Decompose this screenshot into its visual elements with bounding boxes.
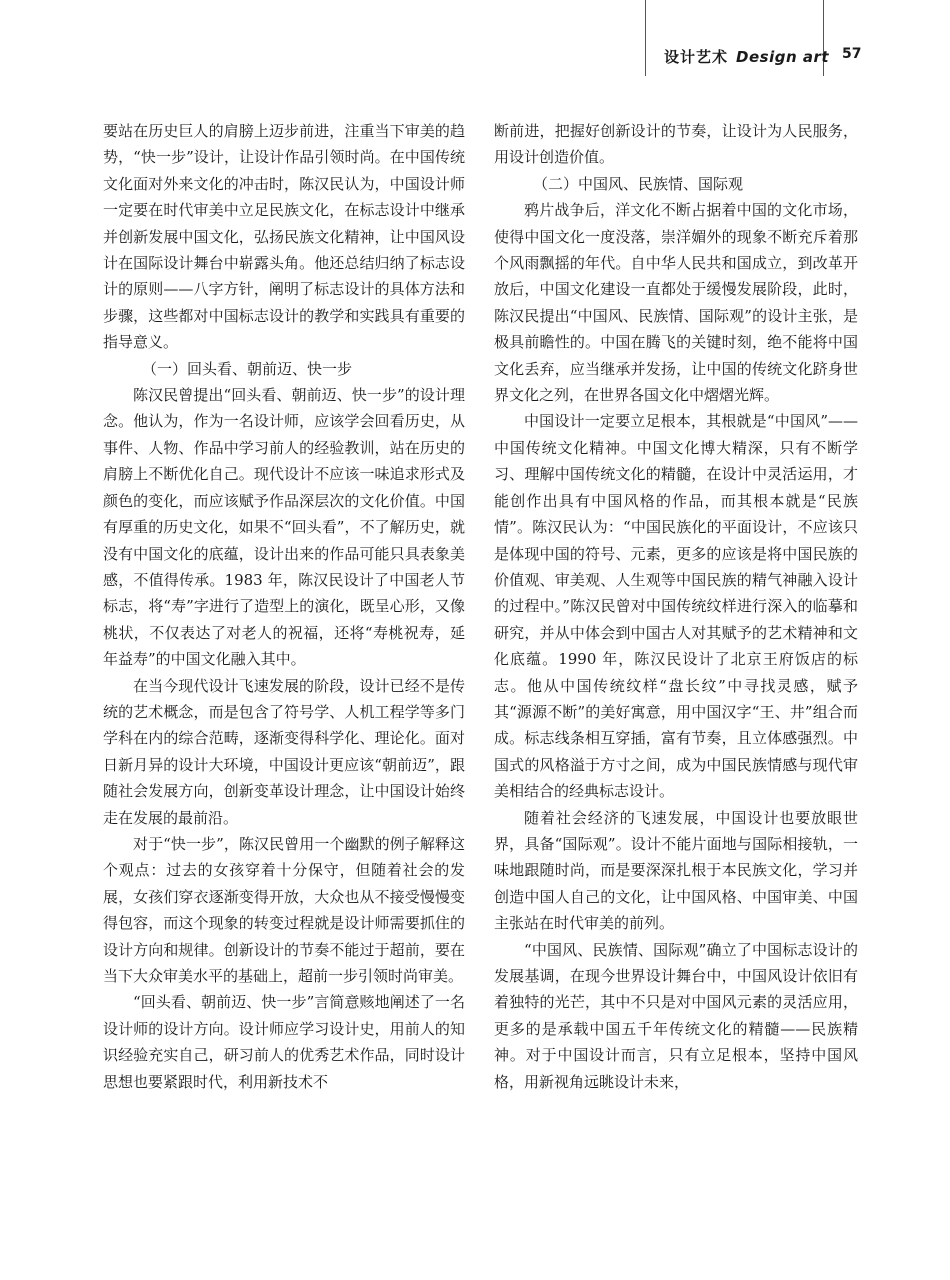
paragraph: 断前进，把握好创新设计的节奏，让设计为人民服务，用设计创造价值。: [494, 122, 858, 167]
paragraph: “回头看、朝前迈、快一步”言简意赅地阐述了一名设计师的设计方向。设计师应学习设计史，用前人的知识经验充实自己，研习前人的优秀艺术作品，同时设计思想也要紧跟时代，利用新技术不: [103, 993, 465, 1091]
paragraph: 随着社会经济的飞速发展，中国设计也要放眼世界，具备“国际观”。设计不能片面地与国际相接轨，一味地跟随时尚，而是要深深扎根于本民族文化，学习并创造中国人自己的文化，让中国风格、中国审美、中国主张站在时代审美的前列。: [494, 808, 858, 933]
page-number: 57: [842, 46, 862, 62]
paragraph: 陈汉民曾提出“回头看、朝前迈、快一步”的设计理念。他认为，作为一名设计师，应该学会回看历史，从事件、人物、作品中学习前人的经验教训，站在历史的肩膀上不断优化自己。现代设计不应该一味追求形式及颜色的变化，而应该赋予作品深层次的文化价值。中国有厚重的历史文化，如果不“回头看”，不了解历史，就没有中国文化的底蕴，设计出来的作品可能只具表象美感，不值得传承。1983 年，陈汉民设计了中国老人节标志，将“寿”字进行了造型上的演化，既呈心形，又像桃状，不仅表达了对老人的祝福，还将“寿桃祝寿，延年益寿”的中国文化融入其中。: [103, 386, 465, 669]
right-column: [494, 118, 858, 1095]
paragraph: 对于“快一步”，陈汉民曾用一个幽默的例子解释这个观点：过去的女孩穿着十分保守，但随着社会的发展，女孩们穿衣逐渐变得开放，大众也从不接受慢慢变得包容，而这个现象的转变过程就是设计师需要抓住的设计方向和规律。创新设计的节奏不能过于超前，要在当下大众审美水平的基础上，超前一步引领时尚审美。: [103, 834, 465, 985]
section-title-en: Design art: [736, 48, 830, 66]
header-rule-left: [645, 0, 646, 76]
paragraph: 中国设计一定要立足根本，其根就是“中国风”——中国传统文化精神。中国文化博大精深，只有不断学习、理解中国传统文化的精髓，在设计中灵活运用，才能创作出具有中国风格的作品，而其根本就是“民族情”。陈汉民认为：“中国民族化的平面设计，不应该只是体现中国的符号、元素，更多的应该是将中国民族的价值观、审美观、人生观等中国民族的精气神融入设计的过程中。”陈汉民曾对中国传统纹样进行深入的临摹和研究，并从中体会到中国古人对其赋予的艺术精神和文化底蕴。1990 年，陈汉民设计了北京王府饭店的标志。他从中国传统纹样“盘长纹”中寻找灵感，赋予其“源源不断”的美好寓意，用中国汉字“王、井”组合而成。标志线条相互穿插，富有节奏，且立体感强烈。中国式的风格溢于方寸之间，成为中国民族情感与现代审美相结合的经典标志设计。: [494, 412, 858, 801]
paragraph: 在当今现代设计飞速发展的阶段，设计已经不是传统的艺术概念，而是包含了符号学、人机工程学等多门学科在内的综合范畴，逐渐变得科学化、理论化。面对日新月异的设计大环境，中国设计更应该“朝前迈”，跟随社会发展方向，创新变革设计理念，让中国设计始终走在发展的最前沿。: [103, 676, 465, 827]
paragraph: 鸦片战争后，洋文化不断占据着中国的文化市场，使得中国文化一度没落，崇洋媚外的现象不断充斥着那个风雨飘摇的年代。自中华人民共和国成立，到改革开放后，中国文化建设一直都处于缓慢发展阶段，此时，陈汉民提出“中国风、民族情、国际观”的设计主张，是极具前瞻性的。中国在腾飞的关键时刻，绝不能将中国文化丢弃，应当继承并发扬，让中国的传统文化跻身世界文化之列，在世界各国文化中熠熠光辉。: [494, 201, 858, 405]
subsection-heading: （一）回头看、朝前迈、快一步: [142, 359, 353, 378]
subsection-heading: （二）中国风、民族情、国际观: [533, 174, 744, 193]
left-column: [103, 118, 465, 1095]
paragraph: 要站在历史巨人的肩膀上迈步前进，注重当下审美的趋势，“快一步”设计，让设计作品引领时尚。在中国传统文化面对外来文化的冲击时，陈汉民认为，中国设计师一定要在时代审美中立足民族文化，在标志设计中继承并创新发展中国文化，弘扬民族文化精神，让中国风设计在国际设计舞台中崭露头角。他还总结归纳了标志设计的原则——八字方针，阐明了标志设计的具体方法和步骤，这些都对中国标志设计的教学和实践具有重要的指导意义。: [103, 122, 465, 352]
running-header: [664, 46, 829, 67]
section-title-cn: 设计艺术: [664, 48, 729, 66]
paragraph: “中国风、民族情、国际观”确立了中国标志设计的发展基调，在现今世界设计舞台中，中国风设计依旧有着独特的光芒，其中不只是对中国风元素的灵活应用，更多的是承载中国五千年传统文化的精髓——民族精神。对于中国设计而言，只有立足根本，坚持中国风格，用新视角远眺设计未来，: [494, 940, 858, 1091]
